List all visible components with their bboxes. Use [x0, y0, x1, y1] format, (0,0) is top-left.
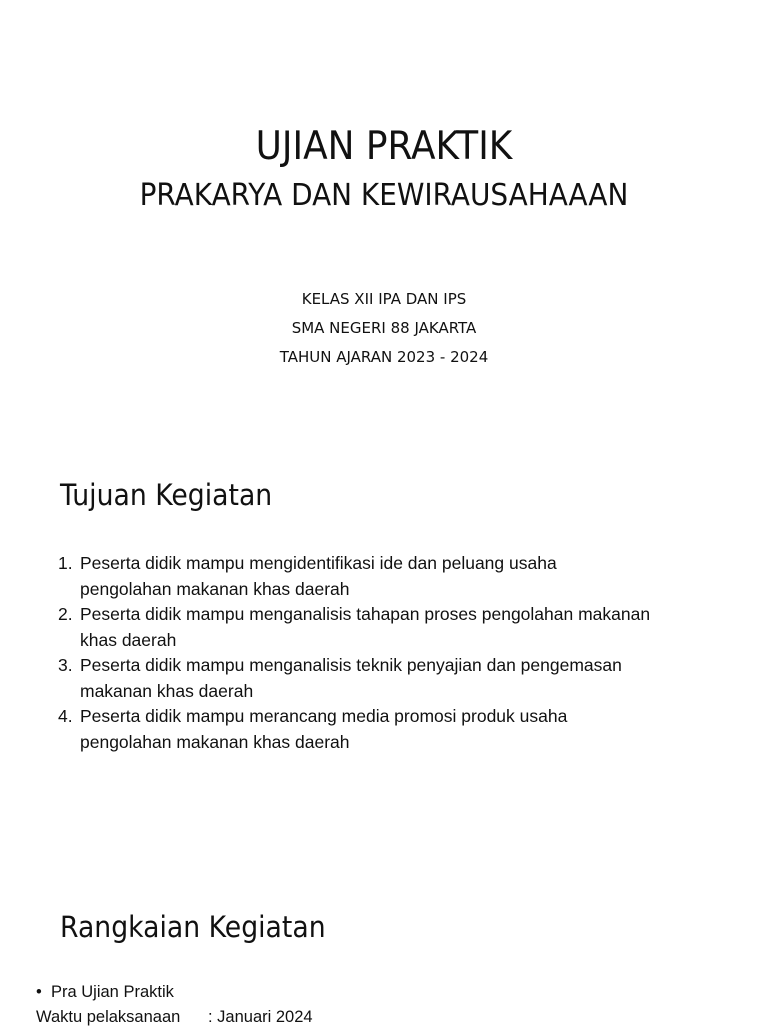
list-text-line: Peserta didik mampu merancang media promosi produk usaha [80, 706, 568, 726]
list-item [36, 980, 736, 1005]
list-number: 1. [58, 553, 73, 573]
schedule-value: : Januari 2024 [208, 1008, 313, 1026]
activity-name: Pra Ujian Praktik [51, 983, 174, 1001]
list-number: 3. [58, 655, 73, 675]
schedule-label: Waktu pelaksanaan [36, 1008, 181, 1026]
bullet-icon: • [36, 983, 42, 1001]
page-subtitle: PRAKARYA DAN KEWIRAUSAHAAAN [139, 178, 629, 213]
section-heading-tujuan: Tujuan Kegiatan [60, 478, 273, 512]
section-heading-rangkaian: Rangkaian Kegiatan [60, 910, 326, 944]
cover-info [0, 288, 768, 375]
list-text-line: pengolahan makanan khas daerah [80, 731, 350, 752]
list-text-line: makanan khas daerah [80, 680, 254, 701]
list-text-line: khas daerah [80, 629, 177, 650]
list-text-line: Peserta didik mampu menganalisis teknik penyajian dan pengemasan [80, 655, 622, 675]
list-text-line: pengolahan makanan khas daerah [80, 578, 350, 599]
info-line-year: TAHUN AJARAN 2023 - 2024 [279, 348, 489, 366]
list-item [58, 704, 738, 755]
list-text-line: Peserta didik mampu menganalisis tahapan proses pengolahan makanan [80, 604, 651, 624]
info-line-school: SMA NEGERI 88 JAKARTA [291, 319, 477, 337]
schedule-row [36, 1005, 736, 1030]
list-text-line: Peserta didik mampu mengidentifikasi ide dan peluang usaha [80, 553, 557, 573]
list-number: 4. [58, 706, 73, 726]
list-item [58, 602, 738, 653]
list-item [58, 653, 738, 704]
info-line-class: KELAS XII IPA DAN IPS [301, 290, 467, 308]
activity-list [36, 980, 736, 1030]
list-item [58, 551, 738, 602]
goals-list [58, 551, 738, 755]
page-title: UJIAN PRAKTIK [255, 124, 513, 169]
list-number: 2. [58, 604, 73, 624]
